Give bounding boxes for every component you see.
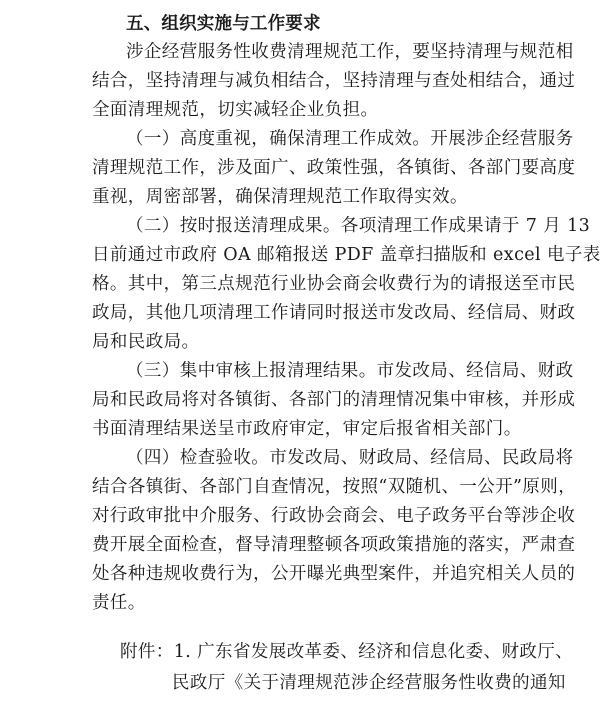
paragraph-line: （四）检查验收。市发改局、财政局、经信局、民政局将 [126, 448, 574, 468]
paragraph-line: 日前通过市政府 OA 邮箱报送 PDF 盖章扫描版和 excel 电子表 [92, 245, 601, 265]
paragraph-line: 格。其中，第三点规范行业协会商会收费行为的请报送至市民 [92, 274, 576, 294]
paragraph-line: 结合，坚持清理与减负相结合，坚持清理与查处相结合，通过 [92, 71, 576, 91]
paragraph-line: 局和民政局将对各镇街、各部门的清理情况集中审核，并形成 [92, 390, 576, 410]
attachment-line-2: 民政厅《关于清理规范涉企经营服务性收费的通知 [172, 673, 566, 693]
paragraph-line: 责任。 [92, 593, 146, 613]
paragraph-line: 清理规范工作，涉及面广、政策性强，各镇街、各部门要高度 [92, 158, 576, 178]
paragraph-line: （二）按时报送清理成果。各项清理工作成果请于 7 月 13 [126, 216, 591, 236]
section-heading: 五、组织实施与工作要求 [126, 14, 321, 34]
paragraph-line: 对行政审批中介服务、行政协会商会、电子政务平台等涉企收 [92, 506, 576, 526]
paragraph-line: （三）集中审核上报清理结果。市发改局、经信局、财政 [126, 361, 574, 381]
paragraph-line: 费开展全面检查，督导清理整顿各项政策措施的落实，严肃查 [92, 535, 576, 555]
paragraph-line: 涉企经营服务性收费清理规范工作，要坚持清理与规范相 [126, 42, 574, 62]
paragraph-line: 书面清理结果送呈市政府审定，审定后报省相关部门。 [92, 419, 522, 439]
paragraph-line: 全面清理规范，切实减轻企业负担。 [92, 100, 379, 120]
paragraph-line: （一）高度重视，确保清理工作成效。开展涉企经营服务 [126, 129, 574, 149]
paragraph-line: 处各种违规收费行为，公开曝光典型案件，并追究相关人员的 [92, 564, 576, 584]
paragraph-line: 结合各镇街、各部门自查情况，按照“双随机、一公开”原则， [92, 477, 577, 497]
paragraph-line: 重视，周密部署，确保清理规范工作取得实效。 [92, 187, 468, 207]
paragraph-line: 局和民政局。 [92, 332, 200, 352]
paragraph-line: 政局，其他几项清理工作请同时报送市发改局、经信局、财政 [92, 303, 576, 323]
attachment-line-1: 附件：1. 广东省发展改革委、经济和信息化委、财政厅、 [120, 642, 574, 662]
